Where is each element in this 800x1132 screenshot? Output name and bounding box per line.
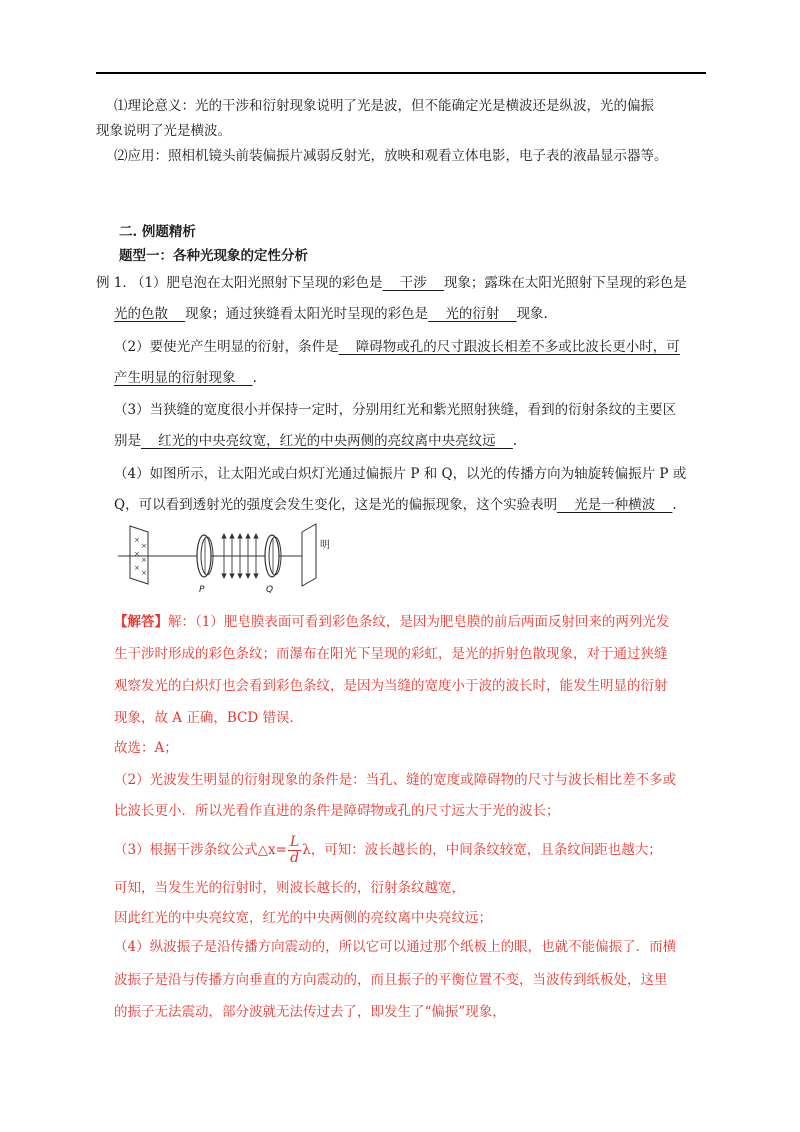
q4-text-b: Q，可以看到透射光的强度会发生变化，这是光的偏振现象，这个实验表明 xyxy=(114,497,558,513)
q1-answer-interference: 干涉 xyxy=(382,275,444,291)
q1-text-b: 现象；露珠在太阳光照射下呈现的彩色是 xyxy=(443,275,687,291)
viewing-screen xyxy=(302,524,316,586)
q1-text-a: 例 1. （1）肥皂泡在太阳光照射下呈现的彩色是 xyxy=(96,275,383,291)
solution-line1 xyxy=(114,612,669,632)
solution-line6: （2）光波发生明显的衍射现象的条件是：当孔、缝的宽度或障碍物的尺寸与波长相比差不多或 xyxy=(114,772,677,788)
subsection-title: 题型一：各种光现象的定性分析 xyxy=(119,248,308,264)
q2-text-a: （2）要使光产生明显的衍射，条件是 xyxy=(114,339,339,355)
q4-answer: 光是一种横波 xyxy=(557,497,673,513)
solution-tag: 【解答】 xyxy=(114,614,168,630)
paragraph-theory-line2: 现象说明了光是横波。 xyxy=(96,123,231,139)
q2-text-d: . xyxy=(252,370,257,386)
polarization-diagram xyxy=(116,518,348,598)
q1-text-c: 现象；通过狭缝看太阳光时呈现的彩色是 xyxy=(185,306,429,322)
question-1-line1 xyxy=(96,273,687,293)
question-1-line2 xyxy=(114,304,548,324)
solution-line2: 生干涉时形成的彩色条纹；而瀑布在阳光下呈现的彩虹，是光的折射色散现象，对于通过狭缝 xyxy=(114,646,668,662)
formula-prefix: （3）根据干涉条纹公式△x= xyxy=(114,842,287,858)
q1-answer-diffraction: 光的衍射 xyxy=(428,306,517,322)
fraction-l-over-d xyxy=(288,835,301,866)
solution-line13: 的振子无法震动，部分波就无法传过去了，即发生了“偏振”现象， xyxy=(114,1004,506,1020)
solution-text-1: 解：（1）肥皂膜表面可看到彩色条纹，是因为肥皂膜的前后两面反射回来的两列光发 xyxy=(168,614,670,630)
solution-line12: 波振子是沿与传播方向垂直的方向震动的，而且振子的平衡位置不变，当波传到纸板处，这里 xyxy=(114,972,668,988)
solution-line8-formula xyxy=(114,835,662,866)
formula-suffix: λ，可知：波长越长的，中间条纹较宽，且条纹间距也越大； xyxy=(302,842,662,858)
q3-text-d: . xyxy=(512,433,518,449)
fraction-numerator: L xyxy=(289,834,300,850)
question-2-line2 xyxy=(114,368,257,388)
q4-text-d: . xyxy=(672,497,677,513)
paragraph-application: ⑵应用：照相机镜头前装偏振片减弱反射光，放映和观看立体电影，电子表的液晶显示器等。 xyxy=(114,148,668,164)
q2-answer-part1: 障碍物或孔的尺寸跟波长相差不多或比波长更小时，可 xyxy=(338,339,680,355)
svg-text:×: × xyxy=(134,564,140,572)
solution-line11: （4）纵波振子是沿传播方向震动的，所以它可以通过那个纸板上的眼，也就不能偏振了．而横 xyxy=(114,939,677,955)
q1-answer-dispersion: 光的色散 xyxy=(114,306,186,322)
solution-line3: 观察发光的白炽灯也会看到彩色条纹，是因为当缝的宽度小于波的波长时，能发生明显的衍射 xyxy=(114,678,668,694)
svg-text:×: × xyxy=(134,536,140,544)
solution-line9: 可知，当发生光的衍射时，则波长越长的，衍射条纹越宽， xyxy=(114,880,465,896)
label-bright: 明 xyxy=(320,540,330,551)
question-3-line2 xyxy=(114,431,517,451)
solution-line10: 因此红光的中央亮纹宽，红光的中央两侧的亮纹离中央亮纹远； xyxy=(114,910,492,926)
header-rule xyxy=(96,72,706,74)
paragraph-theory-line1: ⑴理论意义：光的干涉和衍射现象说明了光是波，但不能确定光是横波还是纵波，光的偏振 xyxy=(114,98,654,114)
svg-text:×: × xyxy=(134,550,140,558)
solution-line4: 现象，故 A 正确，BCD 错误． xyxy=(114,710,303,726)
svg-text:×: × xyxy=(141,556,147,564)
solution-line7: 比波长更小．所以光看作直进的条件是障碍物或孔的尺寸远大于光的波长； xyxy=(114,803,560,819)
svg-text:×: × xyxy=(141,569,147,577)
q3-text-b: 别是 xyxy=(114,433,141,449)
q2-answer-part2: 产生明显的衍射现象 xyxy=(114,370,253,386)
question-3-line1: （3）当狭缝的宽度很小并保持一定时，分别用红光和紫光照射狭缝，看到的衍射条纹的主要区 xyxy=(114,402,677,418)
q1-text-d: 现象. xyxy=(516,306,548,322)
svg-text:×: × xyxy=(141,542,147,550)
question-4-line2 xyxy=(114,495,677,515)
label-q: Q xyxy=(266,585,274,595)
section-title: 二. 例题精析 xyxy=(119,224,196,240)
question-2-line1 xyxy=(114,337,680,357)
fraction-denominator: d xyxy=(290,850,300,866)
label-p: P xyxy=(199,585,205,595)
question-4-line1: （4）如图所示，让太阳光或白炽灯光通过偏振片 P 和 Q，以光的传播方向为轴旋转偏振片 P 或 xyxy=(114,466,687,482)
polarizer-q xyxy=(265,535,281,577)
q3-answer: 红光的中央亮纹宽，红光的中央两侧的亮纹离中央亮纹远 xyxy=(141,433,513,449)
polarizer-p xyxy=(197,535,213,577)
solution-line5: 故选：A； xyxy=(114,740,178,756)
